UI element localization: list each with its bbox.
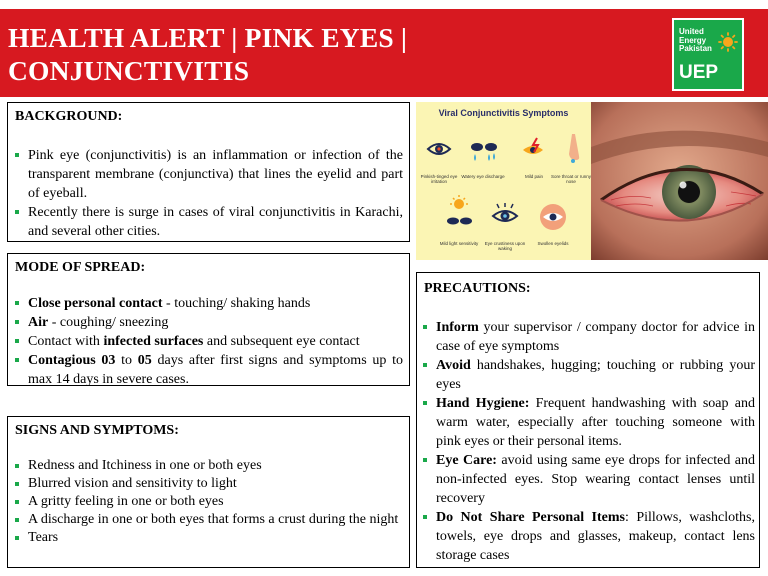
- item-text: and subsequent eye contact: [203, 334, 360, 349]
- logo-green-panel: [674, 20, 742, 89]
- item-text: days after first signs and symptoms up to max 14 days in severe cases.: [28, 353, 404, 387]
- item-text: Contact with: [28, 334, 104, 349]
- item-text: handshakes, hugging; touching or rubbing your eyes: [436, 358, 755, 392]
- uep-logo: [672, 18, 744, 91]
- list-item: Redness and Itchiness in one or both eyes: [15, 457, 403, 475]
- item-text: avoid using same eye drops for infected and non-infected eyes. Stop wearing contact lenses until recovery: [436, 453, 756, 506]
- list-item: [15, 313, 403, 332]
- symptoms-image-title: Viral Conjunctivitis Symptoms: [438, 108, 569, 118]
- list-item: Tears: [15, 529, 403, 547]
- background-section: [7, 102, 410, 242]
- item-bold: 05: [137, 353, 152, 368]
- item-bold: Avoid: [436, 358, 471, 373]
- logo-company-name: [679, 28, 712, 54]
- precautions-section: [416, 272, 760, 568]
- page-title: [8, 21, 648, 87]
- precautions-title: PRECAUTIONS:: [424, 281, 531, 296]
- list-item: [423, 318, 755, 356]
- red-eye-photo: [591, 102, 768, 260]
- item-text: - coughing/ sneezing: [48, 315, 169, 330]
- viral-conjunctivitis-symptoms-image: [416, 102, 591, 260]
- list-item: [15, 294, 403, 313]
- list-item: [15, 351, 403, 389]
- list-item: Pink eye (conjunctivitis) is an inflammation or infection of the transparent membrane (conjunctiva) that lines the eyelid and part of eyeball.: [15, 146, 403, 203]
- list-item: [423, 451, 755, 508]
- red-eye-illustration: [591, 102, 768, 260]
- logo-abbreviation: UEP: [679, 62, 719, 83]
- background-list: [15, 146, 403, 241]
- logo-name-line-2: Energy: [679, 35, 707, 45]
- item-bold: infected surfaces: [103, 334, 204, 349]
- item-text: Frequent handwashing with soap and warm water, especially after touching someone with pink eyes or their personal items.: [436, 396, 755, 449]
- list-item: A gritty feeling in one or both eyes: [15, 493, 403, 511]
- list-item: [423, 394, 755, 451]
- item-bold: Hand Hygiene:: [436, 396, 530, 411]
- signs-list: [15, 457, 403, 547]
- mode-of-spread-list: [15, 294, 403, 389]
- signs-and-symptoms-section: [7, 416, 410, 568]
- header-banner: [0, 9, 768, 97]
- symptom-label: Swollen eyelids: [537, 241, 569, 246]
- logo-name-line-1: United: [679, 27, 704, 36]
- mode-of-spread-section: [7, 253, 410, 386]
- symptom-label: Watery eye discharge: [461, 174, 505, 179]
- list-item: Recently there is surge in cases of viral conjunctivitis in Karachi, and several other cities.: [15, 203, 403, 241]
- item-text: : Pillows, washcloths, towels, eye drops and glasses, makeup, contact lens storage cases: [436, 510, 756, 563]
- item-bold: Air: [28, 315, 49, 330]
- item-bold: Close personal contact: [28, 296, 163, 311]
- symptom-label: Sore throat or runny nose: [550, 174, 591, 184]
- logo-name-line-3: Pakistan: [679, 44, 712, 53]
- swollen-eyelids-icon: [538, 202, 568, 232]
- item-bold: Inform: [436, 320, 479, 335]
- irritated-eye-icon: [426, 136, 452, 162]
- symptom-label: Eye crustiness upon waking: [484, 241, 526, 251]
- mode-of-spread-title: MODE OF SPREAD:: [15, 260, 146, 275]
- eye-crust-icon: [491, 202, 519, 230]
- pain-icon: [519, 136, 547, 164]
- symptom-label: Pinkish-tinged eye irritation: [420, 174, 458, 184]
- item-bold: Contagious 03: [28, 353, 116, 368]
- symptom-label: Mild pain: [524, 174, 543, 179]
- list-item: [15, 332, 403, 351]
- item-bold: Do Not Share Personal Items: [436, 510, 625, 525]
- list-item: [423, 356, 755, 394]
- background-title: BACKGROUND:: [15, 109, 123, 124]
- item-bold: Eye Care:: [436, 453, 497, 468]
- sun-icon: [718, 32, 738, 52]
- signs-title: SIGNS AND SYMPTOMS:: [15, 423, 179, 438]
- light-sensitivity-icon: [444, 194, 474, 230]
- item-text: - touching/ shaking hands: [162, 296, 311, 311]
- precautions-list: [423, 318, 755, 565]
- nose-icon: [564, 132, 584, 166]
- list-item: [423, 508, 755, 565]
- page-title-line-1: HEALTH ALERT | PINK EYES |: [8, 22, 408, 53]
- symptom-label: Mild light sensitivity: [439, 241, 479, 246]
- item-text: to: [115, 353, 138, 368]
- item-text: your supervisor / company doctor for advice in case of eye symptoms: [436, 320, 755, 354]
- list-item: Blurred vision and sensitivity to light: [15, 475, 403, 493]
- list-item: A discharge in one or both eyes that forms a crust during the night: [15, 511, 403, 529]
- page-title-line-2: CONJUNCTIVITIS: [8, 55, 250, 86]
- watery-eyes-icon: [469, 138, 499, 166]
